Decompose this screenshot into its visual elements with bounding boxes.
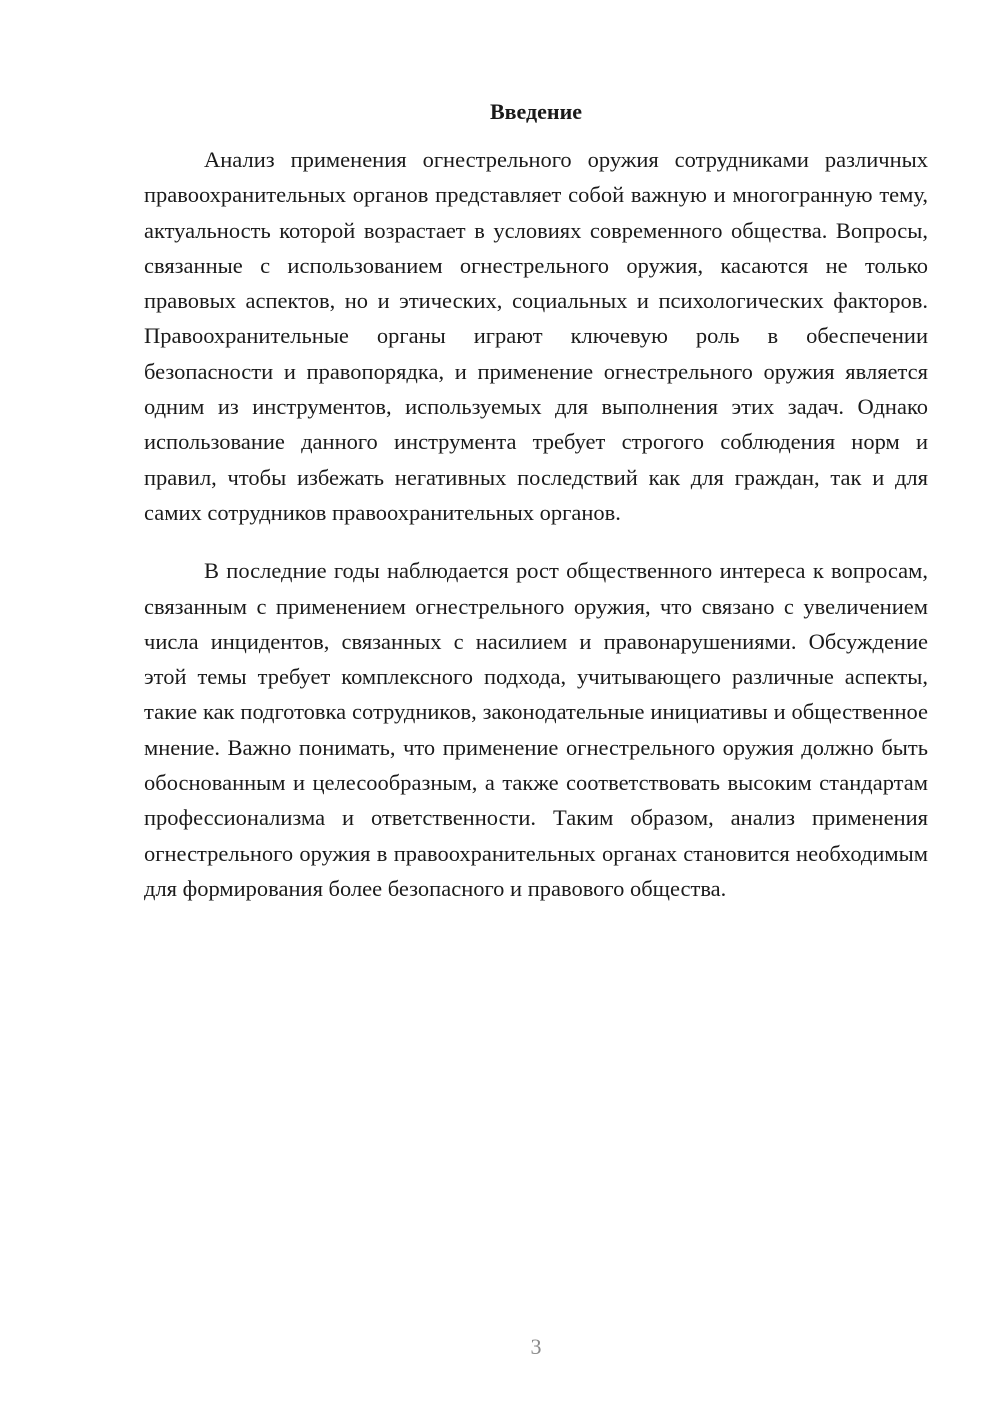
section-title: Введение	[489, 99, 583, 124]
paragraph-2: В последние годы наблюдается рост общественного интереса к вопросам, связанным с применением огнестрельного оружия, что связано с увеличением числа инцидентов, связанных с насилием и правонарушениями. Обсуждение этой темы требует комплексного подхода, учитывающего различные аспекты, такие как подготовка сотрудников, законодательные инициативы и общественное мнение. Важно понимать, что применение огнестрельного оружия должно быть обоснованным и целесообразным, а также соответствовать высоким стандартам профессионализма и ответственности. Таким образом, анализ применения огнестрельного оружия в правоохранительных органах становится необходимым для формирования более безопасного и правового общества.	[144, 558, 928, 901]
page-number: 3	[530, 1334, 542, 1359]
paragraph-1: Анализ применения огнестрельного оружия сотрудниками различных правоохранительных органов представляет собой важную и многогранную тему, актуальность которой возрастает в условиях современного общества. Вопросы, связанные с использованием огнестрельного оружия, касаются не только правовых аспектов, но и этических, социальных и психологических факторов. Правоохранительные органы играют ключевую роль в обеспечении безопасности и правопорядка, и применение огнестрельного оружия является одним из инструментов, используемых для выполнения этих задач. Однако использование данного инструмента требует строгого соблюдения норм и правил, чтобы избежать негативных последствий как для граждан, так и для самих сотрудников правоохранительных органов.	[144, 147, 928, 525]
body-text	[144, 142, 928, 906]
